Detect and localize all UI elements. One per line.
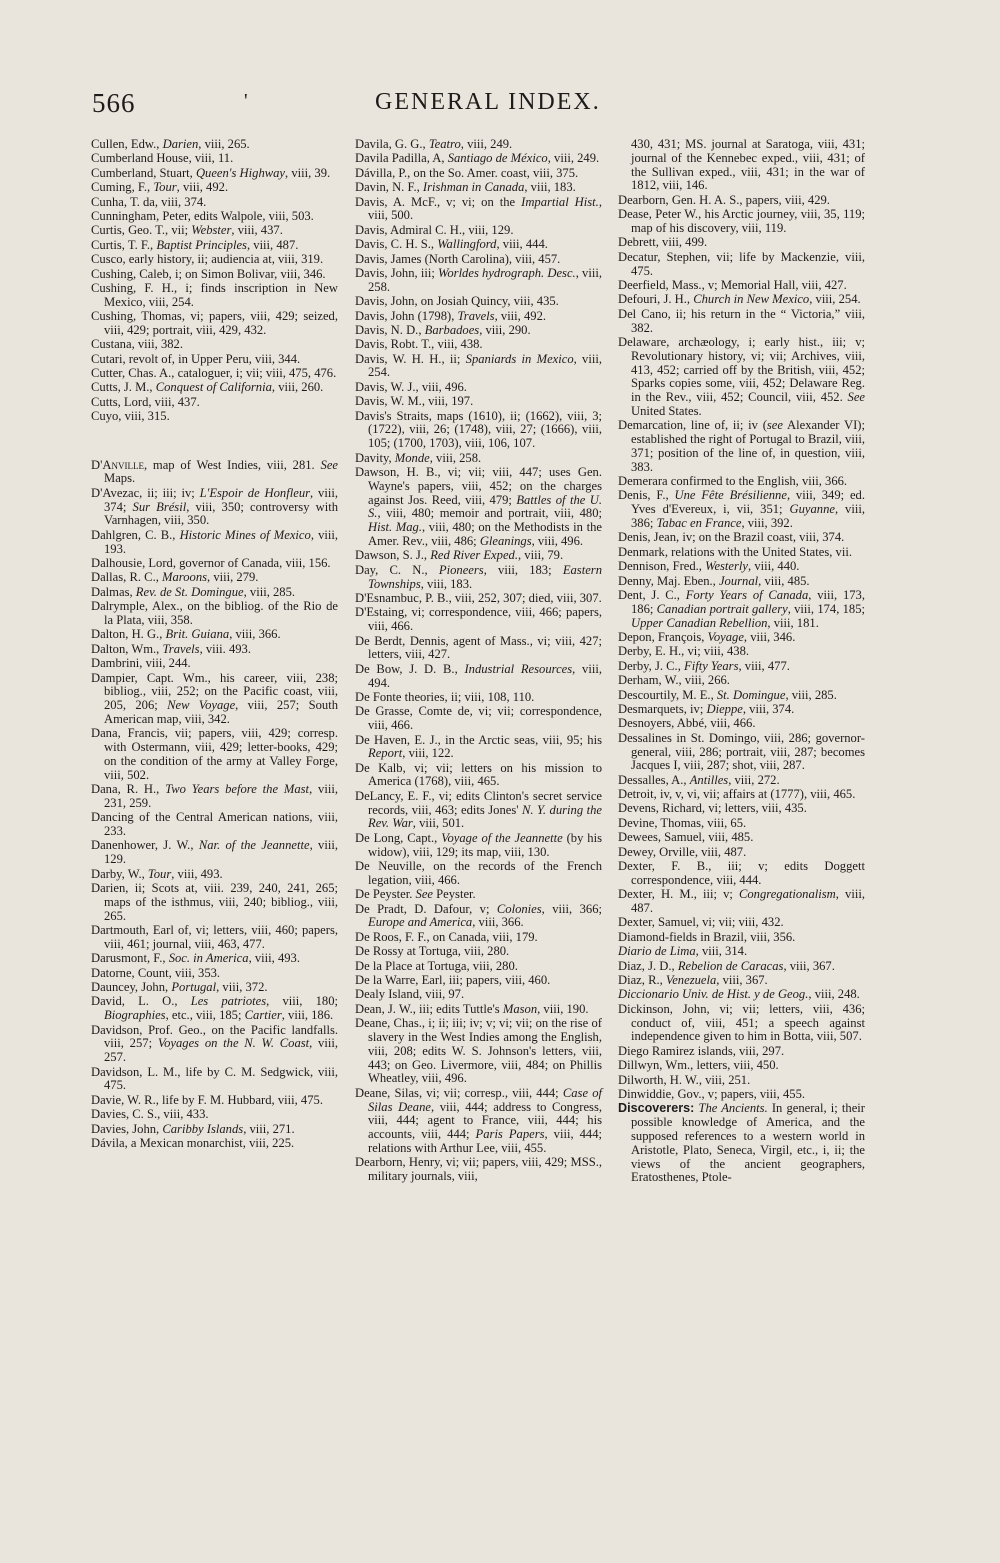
index-entry: Denmark, relations with the United States, vii. [618,544,852,559]
index-entry: D'Esnambuc, P. B., viii, 252, 307; died, viii, 307. [355,590,602,605]
index-entry: Derby, E. H., vi; viii, 438. [618,644,750,659]
index-entry: Davis, N. D., Barbadoes, viii, 290. [355,322,531,337]
index-entry: Devine, Thomas, viii, 65. [618,815,747,830]
index-entry: Davis, John (1798), Travels, viii, 492. [355,308,547,323]
index-entry: De Fonte theories, ii; viii, 108, 110. [355,689,535,704]
index-entry: Davie, W. R., life by F. M. Hubbard, viii, 475. [91,1092,323,1107]
index-entry: Curtis, Geo. T., vii; Webster, viii, 437. [91,223,283,238]
index-entry: Derham, W., viii, 266. [618,673,730,688]
index-entry: Dalhousie, Lord, governor of Canada, viii, 156. [91,555,331,570]
index-entry: Dinwiddie, Gov., v; papers, viii, 455. [618,1086,806,1101]
index-entry: Denis, F., Une Fête Brésilienne, viii, 349; ed. Yves d'Evereux, i, vii, 351; Guyanne, viii, 386; Tabac en France, viii, 392. [618,488,866,531]
index-entry: Delaware, archæology, i; early hist., iii; v; Revolutionary history, vi; vii; Archives, viii, 413, 452; carried off by the British, viii, 452; Sparks copies some, viii, 452; Delaware Reg. in the Rev., viii, 452; Council, viii, 452. See United States. [618,334,865,418]
index-column-1 [91,138,338,1151]
index-entry: Dean, J. W., iii; edits Tuttle's Mason, viii, 190. [355,1001,589,1016]
index-entry: Davis, W. M., viii, 197. [355,394,474,409]
index-entry: De Bow, J. D. B., Industrial Resources, viii, 494. [355,661,602,690]
index-entry: Cunningham, Peter, edits Walpole, viii, 503. [91,208,314,223]
index-entry: Davis, John, iii; Worldes hydrograph. Desc., viii, 258. [355,265,602,294]
index-entry: Dillwyn, Wm., letters, viii, 450. [618,1058,779,1073]
index-entry: Dampier, Capt. Wm., his career, viii, 238; bibliog., viii, 252; on the Pacific coast, viii, 205, 206; New Voyage, viii, 257; South American map, viii, 342. [91,670,338,726]
index-entry: De la Warre, Earl, iii; papers, viii, 460. [355,972,551,987]
index-entry: Deane, Chas., i; ii; iii; iv; v; vi; vii; on the rise of slavery in the West Indies among the English, viii, 208; edits W. S. Johnson's letters, viii, 443; on Geo. Livermore, viii, 484; on Phillis Wheatley, viii, 496. [355,1016,602,1086]
index-entry: Cutter, Chas. A., cataloguer, i; vii; viii, 475, 476. [91,366,337,381]
index-entry: Demerara confirmed to the English, viii, 366. [618,474,848,489]
index-entry: Del Cano, ii; his return in the “ Victoria,” viii, 382. [618,306,865,335]
index-entry: DeLancy, E. F., vi; edits Clinton's secret service records, viii, 463; edits Jones' N. Y. during the Rev. War, viii, 501. [355,788,602,831]
page-title: GENERAL INDEX. [375,89,601,115]
index-entry: Dambrini, viii, 244. [91,656,191,671]
index-entry: Cuming, F., Tour, viii, 492. [91,180,229,195]
index-entry: De Pradt, D. Dafour, v; Colonies, viii, 366; Europe and America, viii, 366. [355,901,602,930]
index-entry: De Long, Capt., Voyage of the Jeannette (by his widow), viii, 129; its map, viii, 130. [355,830,602,859]
index-entry: Custana, viii, 382. [91,337,183,352]
index-entry: Dewey, Orville, viii, 487. [618,844,747,859]
index-entry: D'Anville, map of West Indies, viii, 281. See Maps. [91,457,338,486]
index-entry: Dancing of the Central American nations, viii, 233. [91,810,338,839]
index-entry: Cutts, J. M., Conquest of California, viii, 260. [91,380,324,395]
index-entry: Devens, Richard, vi; letters, viii, 435. [618,801,807,816]
index-entry: Dewees, Samuel, viii, 485. [618,830,754,845]
index-entry: D'Estaing, vi; correspondence, viii, 466; papers, viii, 466. [355,605,602,634]
index-entry: Dawson, S. J., Red River Exped., viii, 79. [355,548,564,563]
page-header [92,88,912,124]
index-entry: Dickinson, John, vi; vii; letters, viii, 436; conduct of, viii, 451; a speech against independence given to him in Botta, viii, 507. [618,1001,865,1044]
index-entry: Dilworth, H. W., viii, 251. [618,1072,751,1087]
index-entry: Curtis, T. F., Baptist Principles, viii, 487. [91,237,299,252]
header-ornament: ' [244,90,248,112]
index-entry: Detroit, iv, v, vi, vii; affairs at (1777), viii, 465. [618,787,856,802]
index-entry: Dexter, F. B., iii; v; edits Doggett correspondence, viii, 444. [618,859,865,887]
index-entry: Cutari, revolt of, in Upper Peru, viii, 344. [91,351,301,366]
index-entry: Denis, Jean, iv; on the Brazil coast, viii, 374. [618,530,845,545]
index-entry: Dávilla, P., on the So. Amer. coast, viii, 375. [355,165,579,180]
index-entry: Cumberland House, viii, 11. [91,151,234,166]
index-entry: Denny, Maj. Eben., Journal, viii, 485. [618,573,810,588]
index-entry: Cushing, F. H., i; finds inscription in New Mexico, viii, 254. [91,280,338,309]
index-entry: Cuyo, viii, 315. [91,409,170,424]
index-entry: Davin, N. F., Irishman in Canada, viii, 183. [355,180,576,195]
index-entry: Davis, W. H. H., ii; Spaniards in Mexico, viii, 254. [355,351,602,380]
index-entry: Deerfield, Mass., v; Memorial Hall, viii, 427. [618,277,847,292]
index-entry: Dease, Peter W., his Arctic journey, viii, 35, 119; map of his discovery, viii, 119. [618,207,865,235]
index-entry: Dauncey, John, Portugal, viii, 372. [91,979,268,994]
index-entry: Davis, W. J., viii, 496. [355,379,467,394]
index-entry: Davis, Robt. T., viii, 438. [355,337,483,352]
index-entry: Desmarquets, iv; Dieppe, viii, 374. [618,701,795,716]
index-entry: Derby, J. C., Fifty Years, viii, 477. [618,658,790,673]
index-entry: Davies, C. S., viii, 433. [91,1107,209,1122]
index-entry: Cumberland, Stuart, Queen's Highway, viii, 39. [91,165,331,180]
index-entry: 430, 431; MS. journal at Saratoga, viii, 431; journal of the Kennebec exped., viii, 431; of the Sullivan exped., viii, 431; in the war of 1812, viii, 146. [631,137,865,193]
index-column-3 [618,138,865,1186]
index-entry: Datorne, Count, viii, 353. [91,965,221,980]
index-entry: Davila, G. G., Teatro, viii, 249. [355,137,513,151]
index-entry: De Kalb, vi; vii; letters on his mission to America (1768), viii, 465. [355,760,602,789]
index-entry: Discoverers: The Ancients. In general, i; their possible knowledge of America, and the supposed references to a western world in Aristotle, Plato, Seneca, Virgil, etc., i, ii; the views of the ancient geographers, Eratosthenes, Ptole- [618,1101,865,1185]
index-entry: Dealy Island, viii, 97. [355,987,465,1002]
index-entry: Decatur, Stephen, vii; life by Mackenzie, viii, 475. [618,249,865,278]
index-entry: De Grasse, Comte de, vi; vii; correspondence, viii, 466. [355,704,602,733]
index-entry: Dent, J. C., Forty Years of Canada, viii, 173, 186; Canadian portrait gallery, viii, 174, 185; Upper Canadian Rebellion, viii, 181. [618,588,866,630]
index-entry: Dana, R. H., Two Years before the Mast, viii, 231, 259. [91,782,338,810]
index-entry: Dalton, Wm., Travels, viii. 493. [91,641,252,656]
index-entry: Davis, C. H. S., Wallingford, viii, 444. [355,237,548,252]
index-entry: Dessalles, A., Antilles, viii, 272. [618,772,780,787]
index-entry: De Berdt, Dennis, agent of Mass., vi; viii, 427; letters, viii, 427. [355,633,602,662]
index-entry: De Peyster. See Peyster. [355,887,476,902]
index-entry: Davis's Straits, maps (1610), ii; (1662), viii, 3; (1722), viii, 26; (1748), viii, 27; (1666), viii, 105; (1700, 1703), viii, 106, 107. [355,408,602,451]
index-entry: Day, C. N., Pioneers, viii, 183; Eastern Townships, viii, 183. [355,562,602,591]
index-entry: Davidson, L. M., life by C. M. Sedgwick, viii, 475. [91,1064,338,1093]
index-entry: Dennison, Fred., Westerly, viii, 440. [618,559,800,574]
index-entry: De Neuville, on the records of the French legation, viii, 466. [355,859,602,887]
index-entry: Debrett, viii, 499. [618,235,708,250]
index-entry: Dávila, a Mexican monarchist, viii, 225. [91,1135,295,1150]
index-entry: Davila Padilla, A, Santiago de México, viii, 249. [355,151,600,166]
index-entry: Dearborn, Henry, vi; vii; papers, viii, 429; MSS., military journals, viii, [355,1155,602,1184]
index-entry: Dallas, R. C., Maroons, viii, 279. [91,570,259,585]
index-entry: Darby, W., Tour, viii, 493. [91,866,223,881]
index-entry: De Roos, F. F., on Canada, viii, 179. [355,929,538,944]
index-entry: Davis, A. McF., v; vi; on the Impartial Hist., viii, 500. [355,194,602,223]
index-entry: Dartmouth, Earl of, vi; letters, viii, 460; papers, viii, 461; journal, viii, 463, 477. [91,923,338,951]
index-entry: Diego Ramirez islands, viii, 297. [618,1043,785,1058]
index-entry: Dana, Francis, vii; papers, viii, 429; corresp. with Ostermann, viii, 429; letter-books, 429; on the condition of the army at Valley Forge, viii, 502. [91,726,338,782]
section-gap [91,425,338,459]
index-entry: Darusmont, F., Soc. in America, viii, 493. [91,951,301,966]
index-entry: De la Place at Tortuga, viii, 280. [355,958,518,973]
index-entry: Davidson, Prof. Geo., on the Pacific landfalls. viii, 257; Voyages on the N. W. Coast, viii, 257. [91,1022,338,1065]
index-entry: Davity, Monde, viii, 258. [355,450,482,465]
index-entry: Danenhower, J. W., Nar. of the Jeannette, viii, 129. [91,838,338,867]
index-entry: Diaz, R., Venezuela, viii, 367. [618,972,768,987]
index-entry: Dexter, H. M., iii; v; Congregationalism, viii, 487. [618,887,865,916]
index-entry: Demarcation, line of, ii; iv (see Alexander VI); established the right of Portugal to Brazil, viii, 371; position of the line of, in question, viii, 383. [618,418,865,474]
index-entry: Dalmas, Rev. de St. Domingue, viii, 285. [91,584,296,599]
index-entry: Diccionario Univ. de Hist. y de Geog., viii, 248. [618,987,860,1002]
index-entry: Deane, Silas, vi; vii; corresp., viii, 444; Case of Silas Deane, viii, 444; address to Congress, viii, 444; agent to France, viii, 444; his accounts, viii, 444; Paris Papers, viii, 444; relations with Arthur Lee, viii, 455. [355,1085,603,1155]
index-entry: Diaz, J. D., Rebelion de Caracas, viii, 367. [618,958,835,973]
index-column-2 [355,138,602,1185]
index-entry: Davis, John, on Josiah Quincy, viii, 435. [355,294,559,309]
index-entry: Dearborn, Gen. H. A. S., papers, viii, 429. [618,192,830,207]
index-entry: Cusco, early history, ii; audiencia at, viii, 319. [91,252,324,267]
index-entry: Dessalines in St. Domingo, viii, 286; governor-general, viii, 286; portrait, viii, 287; becomes Jacques I, viii, 287; shot, viii, 287. [618,730,865,773]
index-entry: Darien, ii; Scots at, viii. 239, 240, 241, 265; maps of the isthmus, viii, 240; bibliog., viii, 265. [91,881,338,923]
index-entry: Diamond-fields in Brazil, viii, 356. [618,929,796,944]
index-entry: Cullen, Edw., Darien, viii, 265. [91,137,250,151]
page-number: 566 [92,88,136,118]
index-entry: Dawson, H. B., vi; vii; viii, 447; uses Gen. Wayne's papers, viii, 452; on the charges against Jos. Reed, viii, 479; Battles of the U. S., viii, 480; memoir and portrait, viii, 480; Hist. Mag., viii, 480; on the Methodists in the Amer. Rev., viii, 486; Gleanings, viii, 496. [355,465,602,548]
index-entry: De Rossy at Tortuga, viii, 280. [355,944,510,959]
index-entry: Cushing, Caleb, i; on Simon Bolivar, viii, 346. [91,266,326,281]
index-entry: Cunha, T. da, viii, 374. [91,194,207,209]
index-entry: Dahlgren, C. B., Historic Mines of Mexico, viii, 193. [91,527,339,556]
index-entry: Depon, François, Voyage, viii, 346. [618,629,796,644]
index-entry: Dalton, H. G., Brit. Guiana, viii, 366. [91,627,281,642]
index-entry: Defouri, J. H., Church in New Mexico, viii, 254. [618,292,861,307]
index-entry: Davies, John, Caribby Islands, viii, 271. [91,1121,295,1136]
index-entry: Descourtily, M. E., St. Domingue, viii, 285. [618,687,837,702]
index-entry: Cushing, Thomas, vi; papers, viii, 429; seized, viii, 429; portrait, viii, 429, 432. [91,309,338,337]
index-entry: Dexter, Samuel, vi; vii; viii, 432. [618,915,784,930]
index-entry: Desnoyers, Abbé, viii, 466. [618,716,756,731]
index-entry: Diario de Lima, viii, 314. [618,944,748,959]
index-entry: Davis, James (North Carolina), viii, 457. [355,251,561,266]
index-entry: D'Avezac, ii; iii; iv; L'Espoir de Honfleur, viii, 374; Sur Brésil, viii, 350; controversy with Varnhagen, viii, 350. [91,485,338,528]
index-entry: Dalrymple, Alex., on the bibliog. of the Rio de la Plata, viii, 358. [91,599,338,627]
index-entry: Cutts, Lord, viii, 437. [91,394,200,409]
index-entry: David, L. O., Les patriotes, viii, 180; Biographies, etc., viii, 185; Cartier, viii, 186. [91,994,338,1023]
index-entry: Davis, Admiral C. H., viii, 129. [355,222,514,237]
index-entry: De Haven, E. J., in the Arctic seas, viii, 95; his Report, viii, 122. [355,732,602,761]
